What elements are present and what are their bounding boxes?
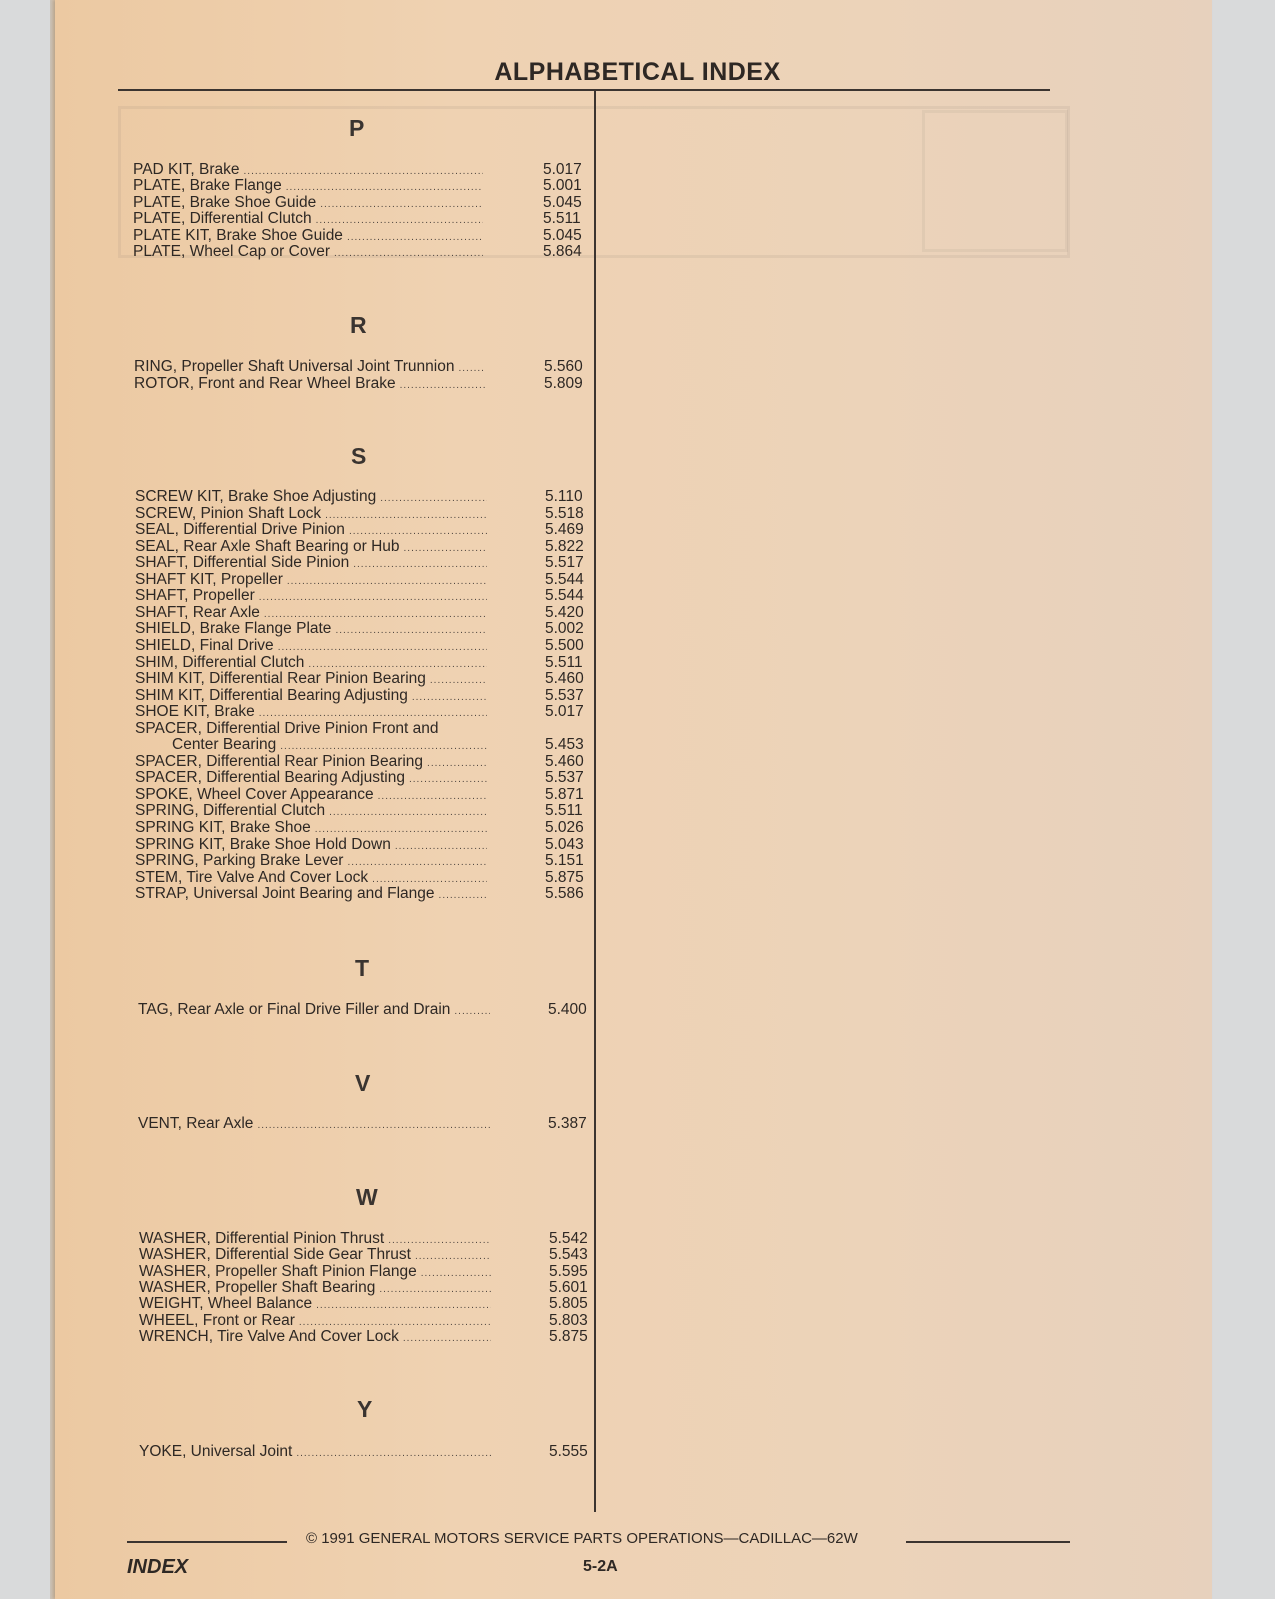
- entry-name: ROTOR, Front and Rear Wheel Brake: [134, 375, 396, 392]
- entry-page-ref: 5.001: [543, 177, 582, 195]
- entry-name: WASHER, Propeller Shaft Bearing: [139, 1279, 376, 1297]
- entry-name: PLATE, Wheel Cap or Cover: [133, 243, 330, 260]
- entry-name: SPACER, Differential Drive Pinion Front and: [135, 719, 439, 737]
- index-entry: [135, 554, 584, 572]
- index-entry: [135, 721, 491, 737]
- entry-page-ref: 5.460: [545, 752, 584, 770]
- index-entry: [133, 161, 582, 178]
- entry-name: SHAFT, Differential Side Pinion: [135, 554, 350, 572]
- entry-name: WEIGHT, Wheel Balance: [139, 1295, 313, 1313]
- index-entry: [139, 1311, 588, 1329]
- section-letter-s: S: [351, 443, 367, 469]
- index-entry: [135, 521, 584, 539]
- index-entry: [135, 653, 583, 671]
- section-letter-r: R: [350, 312, 367, 338]
- index-entry: [135, 570, 584, 588]
- entry-page-ref: 5.017: [545, 703, 584, 721]
- entry-name: RING, Propeller Shaft Universal Joint Trunnion: [134, 358, 455, 375]
- entry-name: SHIELD, Brake Flange Plate: [135, 620, 332, 638]
- leader-dots: [458, 361, 485, 377]
- entry-page-ref: 5.560: [544, 358, 583, 375]
- entry-name: SHAFT, Propeller: [135, 587, 255, 605]
- index-entry: [135, 868, 584, 886]
- column-divider: [594, 91, 596, 1512]
- index-entry: [135, 587, 584, 605]
- footer-rule-left: [127, 1541, 287, 1543]
- entry-page-ref: 5.460: [545, 670, 584, 688]
- entry-page-ref: 5.002: [545, 620, 584, 638]
- leader-dots: [454, 1004, 490, 1020]
- entry-page-ref: 5.809: [544, 375, 583, 392]
- entry-name: SPRING KIT, Brake Shoe: [135, 819, 311, 836]
- entry-name: SEAL, Rear Axle Shaft Bearing or Hub: [135, 537, 400, 555]
- leader-dots: [400, 378, 485, 394]
- entry-page-ref: 5.026: [545, 819, 584, 836]
- entry-name: WRENCH, Tire Valve And Cover Lock: [139, 1328, 399, 1346]
- entry-page-ref: 5.043: [545, 835, 584, 853]
- entry-page-ref: 5.803: [549, 1311, 588, 1329]
- entry-page-ref: 5.586: [545, 885, 584, 903]
- index-entry: [133, 177, 582, 195]
- entry-name: WASHER, Differential Side Gear Thrust: [139, 1246, 411, 1264]
- entry-page-ref: 5.875: [545, 868, 584, 886]
- entry-page-ref: 5.500: [545, 636, 584, 654]
- entry-page-ref: 5.469: [545, 521, 584, 539]
- index-entry: [135, 670, 584, 688]
- index-entry: [135, 885, 584, 903]
- entry-name: PAD KIT, Brake: [133, 161, 240, 178]
- index-entry: [135, 703, 584, 721]
- entry-name: SCREW, Pinion Shaft Lock: [135, 504, 322, 522]
- index-entry: [135, 636, 584, 654]
- index-entry: [133, 193, 582, 211]
- index-entry: [139, 1230, 588, 1247]
- index-entry: [135, 620, 584, 638]
- footer-rule-right: [906, 1541, 1070, 1543]
- entry-name: PLATE, Brake Flange: [133, 177, 282, 195]
- index-entry: [139, 1279, 588, 1297]
- index-entry: [135, 785, 584, 803]
- footer-copyright: © 1991 GENERAL MOTORS SERVICE PARTS OPERATIONS—CADILLAC—62W: [306, 1530, 858, 1547]
- entry-page-ref: 5.871: [545, 785, 584, 803]
- entry-page-ref: 5.864: [543, 243, 582, 260]
- index-entry: [135, 802, 583, 820]
- entry-page-ref: 5.387: [548, 1115, 587, 1132]
- index-entry: [135, 537, 584, 555]
- section-letter-y: Y: [357, 1396, 373, 1422]
- entry-name: SHIM KIT, Differential Bearing Adjusting: [135, 686, 408, 704]
- index-entry: [135, 752, 584, 770]
- index-entry: [135, 835, 584, 853]
- entry-page-ref: 5.511: [545, 802, 583, 820]
- section-letter-v: V: [355, 1070, 371, 1096]
- page-number: 5-2A: [583, 1558, 618, 1575]
- entry-page-ref: 5.537: [545, 769, 584, 787]
- entry-name: STRAP, Universal Joint Bearing and Flange: [135, 885, 435, 903]
- entry-name: PLATE, Brake Shoe Guide: [133, 193, 317, 211]
- entry-page-ref: 5.151: [545, 852, 584, 870]
- title-rule: [118, 89, 1050, 91]
- index-entry: [135, 819, 584, 836]
- entry-page-ref: 5.517: [545, 554, 584, 572]
- index-entry: [139, 1262, 588, 1280]
- leader-dots: [257, 1118, 490, 1134]
- entry-page-ref: 5.805: [549, 1295, 588, 1313]
- entry-page-ref: 5.595: [549, 1262, 588, 1280]
- entry-page-ref: 5.537: [545, 686, 584, 704]
- entry-name: SHAFT KIT, Propeller: [135, 570, 283, 588]
- entry-name: PLATE, Differential Clutch: [133, 210, 312, 228]
- entry-page-ref: 5.601: [549, 1279, 588, 1297]
- leader-dots: [439, 888, 487, 904]
- entry-page-ref: 5.822: [545, 537, 584, 555]
- entry-name: Center Bearing: [172, 736, 277, 754]
- entry-name: STEM, Tire Valve And Cover Lock: [135, 868, 369, 886]
- entry-name: SPACER, Differential Rear Pinion Bearing: [135, 752, 424, 770]
- index-entry: [133, 210, 581, 228]
- entry-name: SPRING, Differential Clutch: [135, 802, 326, 820]
- entry-page-ref: 5.518: [545, 504, 584, 522]
- index-entry: [135, 488, 583, 505]
- entry-page-ref: 5.017: [543, 161, 582, 178]
- entry-name: SPOKE, Wheel Cover Appearance: [135, 785, 374, 803]
- index-entry: [135, 504, 584, 522]
- section-label: INDEX: [127, 1556, 189, 1578]
- index-entry: [133, 226, 582, 244]
- entry-name: PLATE KIT, Brake Shoe Guide: [133, 226, 343, 244]
- entry-name: YOKE, Universal Joint: [139, 1443, 293, 1460]
- bleed-through-logo-frame: [922, 110, 1068, 252]
- index-entry: [139, 1295, 588, 1313]
- section-letter-w: W: [356, 1184, 378, 1210]
- entry-name: SPACER, Differential Bearing Adjusting: [135, 769, 405, 787]
- entry-page-ref: 5.544: [545, 570, 584, 588]
- section-letter-p: P: [349, 115, 365, 141]
- section-letter-t: T: [355, 955, 370, 981]
- index-entry: [139, 1246, 588, 1264]
- entry-name: WASHER, Differential Pinion Thrust: [139, 1230, 385, 1247]
- entry-page-ref: 5.400: [548, 1001, 587, 1018]
- entry-name: SHAFT, Rear Axle: [135, 603, 260, 621]
- entry-name: SHIM, Differential Clutch: [135, 653, 305, 671]
- leader-dots: [296, 1446, 491, 1462]
- entry-name: SPRING KIT, Brake Shoe Hold Down: [135, 835, 391, 853]
- entry-page-ref: 5.511: [543, 210, 581, 228]
- entry-page-ref: 5.544: [545, 587, 584, 605]
- entry-name: SHIM KIT, Differential Rear Pinion Bearing: [135, 670, 426, 688]
- entry-name: TAG, Rear Axle or Final Drive Filler and Drain: [138, 1001, 451, 1018]
- entry-name: SHOE KIT, Brake: [135, 703, 255, 721]
- index-entry: [135, 603, 584, 621]
- entry-name: VENT, Rear Axle: [138, 1115, 254, 1132]
- entry-page-ref: 5.542: [549, 1230, 588, 1247]
- index-entry: [139, 1328, 588, 1346]
- entry-page-ref: 5.543: [549, 1246, 588, 1264]
- entry-page-ref: 5.555: [549, 1443, 588, 1460]
- entry-page-ref: 5.875: [549, 1328, 588, 1346]
- entry-name: SHIELD, Final Drive: [135, 636, 274, 654]
- leader-dots: [334, 246, 483, 262]
- index-entry: [138, 1115, 587, 1132]
- index-entry: [135, 852, 584, 870]
- entry-page-ref: 5.420: [545, 603, 584, 621]
- page-title: ALPHABETICAL INDEX: [494, 58, 781, 86]
- index-entry: [134, 375, 583, 392]
- index-entry: [133, 243, 582, 260]
- index-entry: [135, 769, 584, 787]
- entry-page-ref: 5.453: [545, 736, 584, 754]
- index-entry: [139, 1443, 588, 1460]
- index-entry: [138, 1001, 587, 1018]
- entry-page-ref: 5.045: [543, 193, 582, 211]
- entry-page-ref: 5.045: [543, 226, 582, 244]
- entry-name: SCREW KIT, Brake Shoe Adjusting: [135, 488, 377, 505]
- entry-name: SPRING, Parking Brake Lever: [135, 852, 344, 870]
- index-entry: [134, 358, 583, 375]
- entry-name: SEAL, Differential Drive Pinion: [135, 521, 345, 539]
- leader-dots: [403, 1331, 491, 1347]
- entry-page-ref: 5.511: [545, 653, 583, 671]
- entry-page-ref: 5.110: [545, 488, 583, 505]
- entry-name: WHEEL, Front or Rear: [139, 1311, 295, 1329]
- entry-name: WASHER, Propeller Shaft Pinion Flange: [139, 1262, 417, 1280]
- index-entry: [135, 686, 584, 704]
- index-entry: [172, 736, 584, 754]
